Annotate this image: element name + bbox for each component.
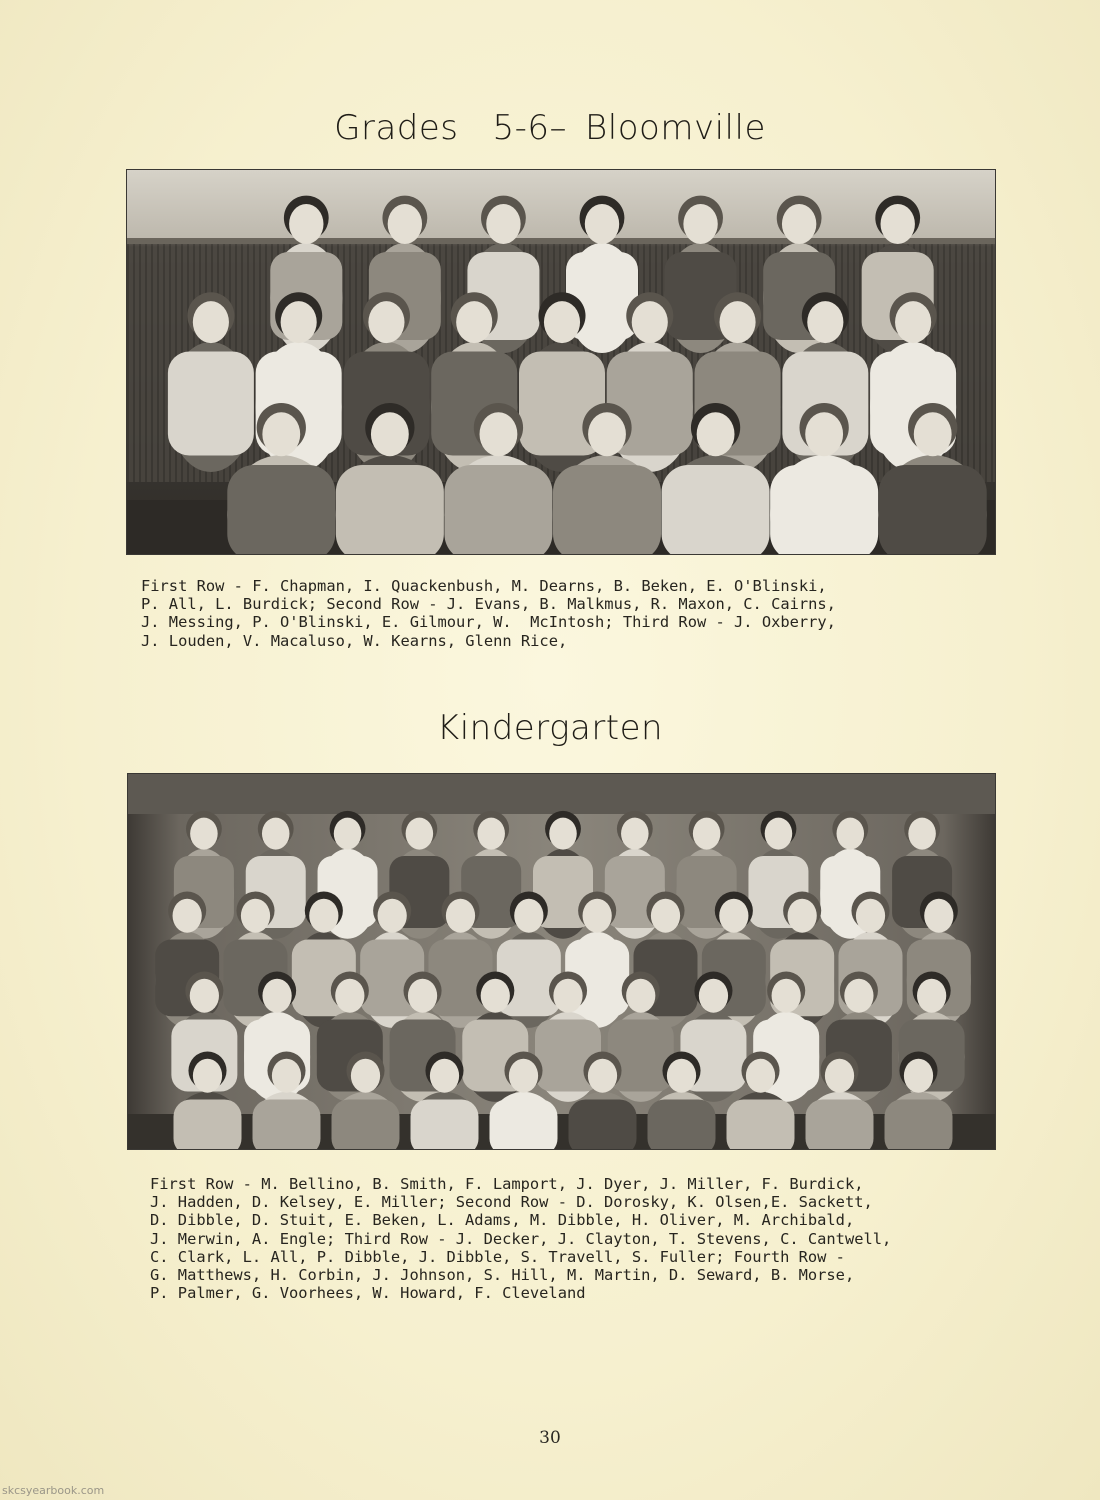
caption-line: First Row - M. Bellino, B. Smith, F. Lamport, J. Dyer, J. Miller, F. Burdick, xyxy=(150,1175,864,1193)
caption-line: C. Clark, L. All, P. Dibble, J. Dibble, S. Travell, S. Fuller; Fourth Row - xyxy=(150,1247,845,1266)
caption-line: J. Messing, P. O'Blinski, E. Gilmour, W. McIntosh; Third Row - J. Oxberry, xyxy=(141,613,836,632)
section-title-grades xyxy=(0,108,1100,148)
page-number: 30 xyxy=(539,1428,561,1448)
section-title-kindergarten: Kindergarten xyxy=(436,708,664,748)
photo2-figures xyxy=(155,811,971,1149)
watermark: skcsyearbook.com xyxy=(2,1484,105,1497)
caption-line: P. All, L. Burdick; Second Row - J. Evans, B. Malkmus, R. Maxon, C. Cairns, xyxy=(141,595,836,614)
caption-line: D. Dibble, D. Stuit, E. Beken, L. Adams, M. Dibble, H. Oliver, M. Archibald, xyxy=(150,1211,855,1230)
class-photo-kindergarten-image xyxy=(128,774,995,1149)
class-photo-grades-5-6-image xyxy=(127,170,995,554)
class-photo-kindergarten xyxy=(128,774,995,1149)
caption-line: G. Matthews, H. Corbin, J. Johnson, S. Hill, M. Martin, D. Seward, B. Morse, xyxy=(150,1266,855,1285)
caption-kindergarten xyxy=(150,1175,891,1302)
caption-line: P. Palmer, G. Voorhees, W. Howard, F. Cleveland xyxy=(150,1284,586,1303)
class-photo-grades-5-6 xyxy=(127,170,995,554)
caption-line: J. Hadden, D. Kelsey, E. Miller; Second Row - D. Dorosky, K. Olsen,E. Sackett, xyxy=(150,1193,873,1212)
title-part-grades: Grades xyxy=(334,108,459,148)
title-part-grade-range: 5-6– xyxy=(492,108,568,148)
caption-line: J. Merwin, A. Engle; Third Row - J. Decker, J. Clayton, T. Stevens, C. Cantwell, xyxy=(150,1229,892,1248)
caption-grades-5-6 xyxy=(141,577,836,650)
caption-line: J. Louden, V. Macaluso, W. Kearns, Glenn Rice, xyxy=(141,631,568,650)
title-part-school: Bloomville xyxy=(585,108,766,148)
caption-line: First Row - F. Chapman, I. Quackenbush, M. Dearns, B. Beken, E. O'Blinski, xyxy=(141,577,827,595)
